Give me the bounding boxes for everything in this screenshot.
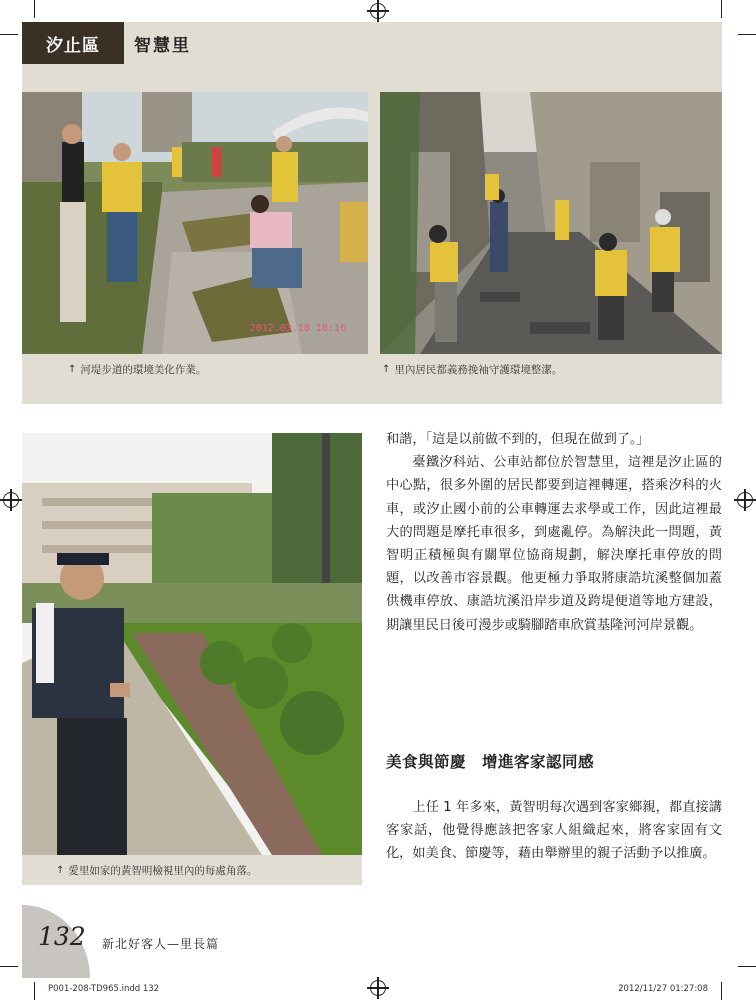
paragraph: 臺鐵汐科站、公車站都位於智慧里，這裡是汐止區的中心點，很多外圍的居民都要到這裡轉運，搭乘汐科的火車，或汐止國小前的公車轉運去求學或工作，因此這裡最大的問題是摩托車很多，到處亂停。為解決此一問題，黃智明正積極與有關單位協商規劃，解決摩托車停放的問題，以改善市容景觀。他更極力爭取將康誥坑溪整個加蓋供機車停放、康誥坑溪沿岸步道及跨堤便道等地方建設，期讓里民日後可漫步或騎腳踏車欣賞基隆河河岸景觀。: [386, 455, 722, 633]
caption-top-right: [382, 362, 562, 377]
photo-alley-cleanup: [380, 92, 722, 354]
caption-top-left: [68, 362, 206, 377]
caption-arrow-icon: ↑: [56, 865, 65, 876]
photo-chief-inspecting: [22, 433, 362, 855]
photo-riverside-cleanup: [22, 92, 368, 354]
article-body: [386, 428, 722, 637]
page-number: 132: [38, 922, 86, 951]
caption-arrow-icon: ↑: [382, 364, 391, 375]
paragraph: 和諧，「這是以前做不到的，但現在做到了。」: [386, 432, 650, 447]
crop-mark: [0, 966, 18, 967]
crop-mark: [738, 966, 756, 967]
caption-bottom-left: [56, 863, 257, 878]
section-name: 智慧里: [134, 35, 191, 56]
photo-timestamp: 2012.03.18 10:16: [249, 323, 346, 334]
crop-mark: [738, 34, 756, 35]
caption-text: 里內居民都義務挽袖守護環境整潔。: [394, 364, 563, 376]
crop-mark: [721, 0, 722, 18]
article-subhead: 美食與節慶 增進客家認同感: [386, 753, 595, 771]
registration-mark-icon: [370, 3, 386, 19]
slug-timestamp: 2012/11/27 01:27:08: [618, 984, 708, 994]
section-tag: 汐止區: [22, 22, 124, 64]
registration-mark-icon: [370, 980, 386, 996]
paragraph: 上任 1 年多來，黃智明每次遇到客家鄉親，都直接講客家話，他覺得應該把客家人組織起來，將客家固有文化，如美食、節慶等，藉由舉辦里的親子活動予以推廣。: [386, 800, 722, 862]
caption-text: 愛里如家的黃智明檢視里內的每處角落。: [68, 865, 258, 877]
crop-mark: [34, 982, 35, 1000]
caption-arrow-icon: ↑: [68, 364, 77, 375]
crop-mark: [721, 982, 722, 1000]
slug-file: P001-208-TD965.indd 132: [48, 984, 160, 994]
crop-mark: [34, 0, 35, 18]
registration-mark-icon: [3, 492, 19, 508]
registration-mark-icon: [737, 492, 753, 508]
crop-mark: [0, 34, 18, 35]
caption-text: 河堤步道的環境美化作業。: [80, 364, 207, 376]
running-footer-title: 新北好客人—里長篇: [102, 937, 220, 951]
